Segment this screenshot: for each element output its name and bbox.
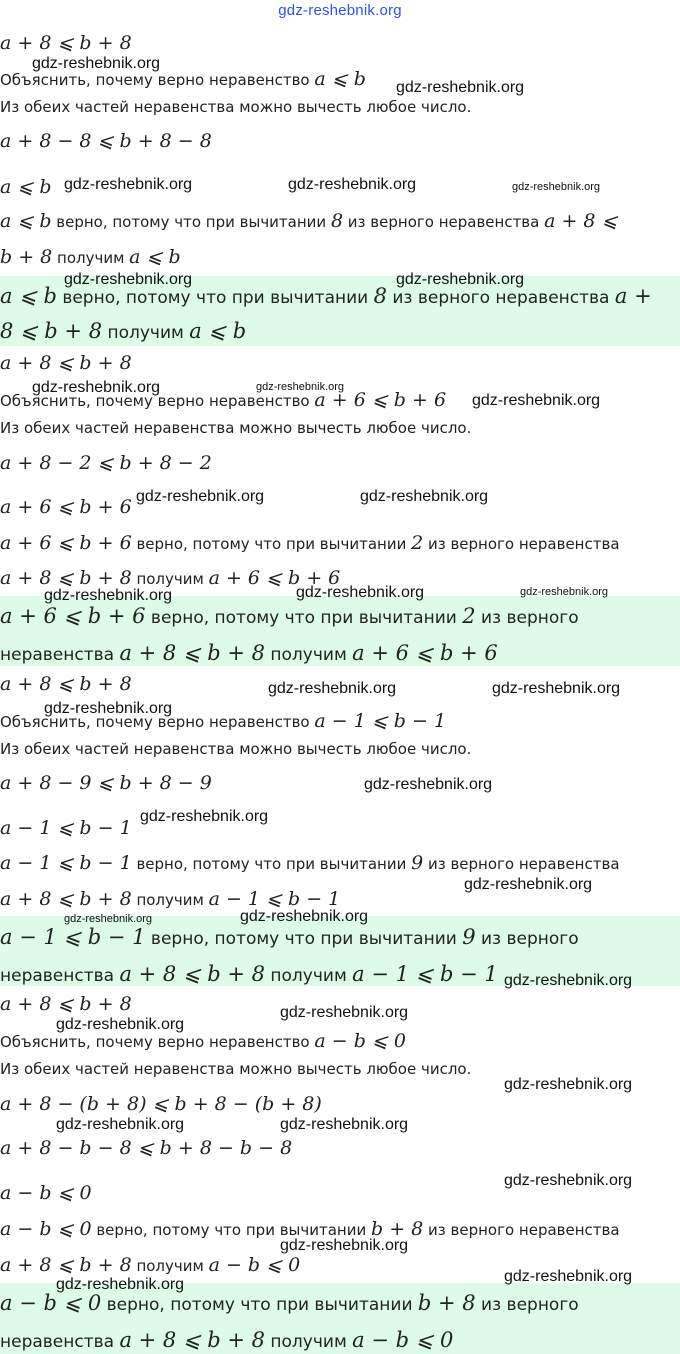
watermark-text: gdz-reshebnik.org	[464, 876, 593, 893]
answer-text: из верного неравенства	[386, 288, 615, 308]
step-line	[0, 1093, 322, 1115]
answer-text: верно, потому что при вычитании	[101, 1295, 418, 1315]
site-header-link[interactable]: gdz-reshebnik.org	[278, 2, 402, 19]
explanation-text: из верного неравенства	[423, 535, 620, 553]
answer-text: верно, потому что при вычитании	[145, 608, 463, 628]
math-expression: a ⩽ b	[0, 176, 52, 198]
math-number: 8	[330, 210, 344, 232]
watermark-text: gdz-reshebnik.org	[472, 392, 601, 409]
watermark-text: gdz-reshebnik.org	[504, 1172, 633, 1189]
math-expression: a + 8 ⩽ b + 8	[0, 673, 132, 695]
rule-line	[0, 97, 471, 116]
watermark-text: gdz-reshebnik.org	[296, 584, 425, 601]
step-line	[0, 452, 212, 474]
answer-line-2	[0, 641, 498, 665]
explanation-text: из верного неравенства	[343, 213, 545, 231]
watermark-text: gdz-reshebnik.org	[504, 1076, 633, 1093]
explanation-text: получим	[52, 249, 130, 267]
math-expression: a − 1 ⩽ b − 1	[0, 817, 132, 839]
explanation-text: верно, потому что при вычитании	[91, 1221, 372, 1239]
given-inequality	[0, 352, 132, 374]
math-expression: a + 8 ⩽ b + 8	[0, 888, 132, 910]
explanation-line-2	[0, 567, 340, 589]
math-expression: a − 1 ⩽ b − 1	[0, 852, 132, 874]
math-number: 8	[373, 284, 387, 308]
watermark-text: gdz-reshebnik.org	[280, 1237, 409, 1254]
explanation-text: получим	[131, 1257, 209, 1275]
answer-line-1	[0, 604, 579, 628]
math-expression: a + 8 ⩽	[544, 210, 618, 232]
math-expression: a − 1 ⩽ b − 1	[0, 925, 146, 949]
watermark-text: gdz-reshebnik.org	[32, 55, 161, 72]
step-line	[0, 772, 212, 794]
answer-text: из верного	[475, 608, 579, 628]
answer-line-2	[0, 319, 246, 343]
question-text: Объяснить, почему верно неравенство	[0, 392, 315, 410]
result-line	[0, 1182, 92, 1204]
math-expression: a + 8 − 2 ⩽ b + 8 − 2	[0, 452, 212, 474]
answer-text: получим	[265, 966, 353, 986]
math-number: 2	[462, 604, 476, 628]
rule-text: Из обеих частей неравенства можно вычесть любое число.	[0, 98, 472, 116]
math-expression: a − 1 ⩽ b − 1	[352, 962, 498, 986]
result-line	[0, 817, 132, 839]
math-expression: a + 8 ⩽ b + 8	[0, 1254, 132, 1276]
watermark-text: gdz-reshebnik.org	[64, 176, 193, 193]
result-line	[0, 496, 132, 518]
watermark-text: gdz-reshebnik.org	[32, 379, 161, 396]
watermark-text: gdz-reshebnik.org	[56, 1016, 185, 1033]
math-expression: a + 6 ⩽ b + 6	[0, 532, 132, 554]
rule-line	[0, 1059, 471, 1078]
answer-line-2	[0, 1328, 453, 1352]
watermark-text: gdz-reshebnik.org	[136, 488, 265, 505]
watermark-text: gdz-reshebnik.org	[492, 680, 621, 697]
math-expression: a + 8 − b − 8 ⩽ b + 8 − b − 8	[0, 1137, 293, 1159]
explanation-text: из верного неравенства	[423, 1221, 620, 1239]
math-expression: a + 6 ⩽ b + 6	[314, 389, 447, 411]
watermark-text: gdz-reshebnik.org	[268, 680, 397, 697]
watermark-text: gdz-reshebnik.org	[256, 381, 345, 393]
watermark-text: gdz-reshebnik.org	[56, 1276, 185, 1293]
answer-text: получим	[265, 645, 353, 665]
math-number: b + 8	[371, 1218, 424, 1240]
answer-text: неравенства	[0, 1332, 120, 1352]
watermark-text: gdz-reshebnik.org	[360, 488, 489, 505]
answer-text: из верного	[475, 929, 579, 949]
watermark-text: gdz-reshebnik.org	[504, 1268, 633, 1285]
watermark-text: gdz-reshebnik.org	[364, 776, 493, 793]
answer-line-2	[0, 962, 498, 986]
watermark-text: gdz-reshebnik.org	[140, 808, 269, 825]
answer-text: неравенства	[0, 966, 120, 986]
step-line	[0, 1137, 292, 1159]
given-inequality	[0, 993, 132, 1015]
explanation-text: верно, потому что при вычитании	[131, 535, 412, 553]
watermark-text: gdz-reshebnik.org	[288, 176, 417, 193]
math-expression: a + 8 ⩽ b + 8	[0, 567, 132, 589]
watermark-text: gdz-reshebnik.org	[504, 972, 633, 989]
given-inequality	[0, 32, 132, 54]
math-expression: a + 6 ⩽ b + 6	[208, 567, 341, 589]
watermark-text: gdz-reshebnik.org	[396, 271, 525, 288]
rule-line	[0, 739, 471, 758]
question-text: Объяснить, почему верно неравенство	[0, 71, 315, 89]
math-expression: b + 8	[0, 246, 53, 268]
watermark-text: gdz-reshebnik.org	[64, 913, 153, 925]
math-expression: a + 8 ⩽ b + 8	[0, 32, 132, 54]
math-number: b + 8	[417, 1291, 476, 1315]
answer-text: верно, потому что при вычитании	[56, 288, 374, 308]
math-expression: a − 1 ⩽ b − 1	[208, 888, 341, 910]
explanation-text: верно, потому что при вычитании	[131, 855, 412, 873]
math-expression: a + 6 ⩽ b + 6	[0, 496, 132, 518]
watermark-text: gdz-reshebnik.org	[280, 1116, 409, 1133]
math-expression: a + 6 ⩽ b + 6	[0, 604, 146, 628]
math-expression: a + 6 ⩽ b + 6	[352, 641, 498, 665]
watermark-text: gdz-reshebnik.org	[44, 587, 173, 604]
explanation-line-2	[0, 888, 340, 910]
math-expression: a − 1 ⩽ b − 1	[314, 710, 447, 732]
math-number: 9	[411, 852, 424, 874]
watermark-text: gdz-reshebnik.org	[44, 700, 173, 717]
math-expression: a − b ⩽ 0	[0, 1291, 102, 1315]
explanation-text: верно, потому что при вычитании	[51, 213, 331, 231]
watermark-text: gdz-reshebnik.org	[396, 79, 525, 96]
watermark-text: gdz-reshebnik.org	[520, 586, 609, 598]
watermark-text: gdz-reshebnik.org	[56, 1116, 185, 1133]
math-expression: 8 ⩽ b + 8	[0, 319, 103, 343]
question-text: Объяснить, почему верно неравенство	[0, 713, 315, 731]
math-expression: a − b ⩽ 0	[352, 1328, 454, 1352]
answer-text: верно, потому что при вычитании	[145, 929, 463, 949]
explanation-text: из верного неравенства	[423, 855, 620, 873]
explanation-text: получим	[131, 570, 209, 588]
explanation-line-1	[0, 532, 620, 554]
rule-text: Из обеих частей неравенства можно вычесть любое число.	[0, 1060, 472, 1078]
explanation-line-1	[0, 210, 617, 232]
answer-line-1	[0, 1291, 579, 1315]
math-expression: a ⩽ b	[0, 284, 57, 308]
math-expression: a + 8 ⩽ b + 8	[119, 641, 265, 665]
math-expression: a + 8 ⩽ b + 8	[119, 1328, 265, 1352]
math-expression: a − b ⩽ 0	[0, 1182, 92, 1204]
math-number: 2	[411, 532, 424, 554]
explanation-line-2	[0, 1254, 300, 1276]
rule-line	[0, 418, 471, 437]
math-expression: a − b ⩽ 0	[314, 1030, 406, 1052]
explanation-line-1	[0, 852, 620, 874]
math-expression: a ⩽ b	[0, 210, 52, 232]
rule-text: Из обеих частей неравенства можно вычесть любое число.	[0, 740, 472, 758]
math-expression: a + 8 − (b + 8) ⩽ b + 8 − (b + 8)	[0, 1093, 322, 1115]
math-expression: a − b ⩽ 0	[0, 1218, 92, 1240]
explanation-text: получим	[131, 891, 209, 909]
given-inequality	[0, 673, 132, 695]
math-expression: a ⩽ b	[189, 319, 247, 343]
math-expression: a + 8 ⩽ b + 8	[0, 993, 132, 1015]
math-expression: a + 8 ⩽ b + 8	[0, 352, 132, 374]
math-expression: a ⩽ b	[129, 246, 181, 268]
answer-text: неравенства	[0, 645, 120, 665]
math-expression: a +	[614, 284, 652, 308]
question-text: Объяснить, почему верно неравенство	[0, 1033, 315, 1051]
math-expression: a − b ⩽ 0	[208, 1254, 301, 1276]
watermark-text: gdz-reshebnik.org	[512, 181, 601, 193]
explanation-line-2	[0, 246, 181, 268]
rule-text: Из обеих частей неравенства можно вычесть любое число.	[0, 419, 472, 437]
result-line	[0, 176, 52, 198]
answer-text: получим	[102, 323, 190, 343]
watermark-text: gdz-reshebnik.org	[280, 1004, 409, 1021]
math-number: 9	[462, 925, 476, 949]
watermark-text: gdz-reshebnik.org	[64, 271, 193, 288]
answer-line-1	[0, 925, 579, 949]
answer-text: получим	[265, 1332, 353, 1352]
answer-text: из верного	[475, 1295, 579, 1315]
math-expression: a ⩽ b	[314, 68, 366, 90]
watermark-text: gdz-reshebnik.org	[240, 908, 369, 925]
math-expression: a + 8 − 8 ⩽ b + 8 − 8	[0, 130, 212, 152]
math-expression: a + 8 − 9 ⩽ b + 8 − 9	[0, 772, 212, 794]
step-line	[0, 130, 212, 152]
math-expression: a + 8 ⩽ b + 8	[119, 962, 265, 986]
